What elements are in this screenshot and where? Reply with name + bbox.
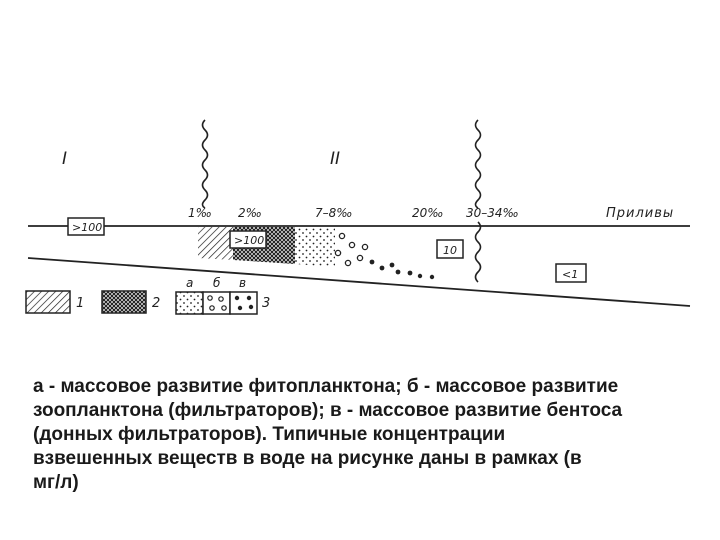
legend-letter-v: в [239, 276, 247, 290]
boundary-line-middle [476, 120, 481, 208]
legend-letter-a: а [186, 276, 194, 290]
salinity-label-2: 2‰ [238, 206, 262, 220]
open-circle [339, 233, 344, 238]
open-circle [362, 244, 367, 249]
open-circles-group [335, 233, 367, 265]
legend-number-3: 3 [262, 296, 271, 311]
filled-dot [396, 270, 401, 275]
filled-dot [418, 274, 422, 278]
salinity-label-4: 20‰ [412, 206, 444, 220]
open-circle [335, 250, 340, 255]
filled-dots-group [370, 260, 435, 280]
legend-letter-b: б [213, 276, 221, 290]
zone-phytoplankton-hatch [198, 227, 233, 260]
filled-dot [408, 271, 413, 276]
salinity-label-3: 7–8‰ [315, 206, 353, 220]
filled-dot [430, 275, 434, 279]
value-box-3-text: 10 [443, 244, 457, 257]
boundary-line-left [203, 120, 208, 208]
caption-line-5: мг/л) [33, 472, 79, 493]
zone-small-dots [295, 227, 335, 267]
legend-swatch-1 [26, 291, 70, 313]
legend-number-1: 1 [76, 296, 85, 311]
filled-dot [370, 260, 375, 265]
legend-swatch-3b [203, 292, 230, 314]
legend-number-2: 2 [152, 296, 161, 311]
filled-dot [380, 266, 385, 271]
salinity-label-5: 30–34‰ [466, 206, 519, 220]
open-circle [345, 260, 350, 265]
tide-label: Приливы [606, 206, 675, 221]
legend-swatch-3c [230, 292, 257, 314]
caption-line-1: а - массовое развитие фитопланктона; б - массовое развитие [33, 376, 619, 397]
filled-dot [390, 263, 395, 268]
value-box-1-text: >100 [72, 221, 103, 234]
zone-label-2: II [330, 149, 341, 169]
salinity-label-1: 1‰ [188, 206, 212, 220]
caption-line-3: (донных фильтраторов). Типичные концентрации [33, 424, 506, 445]
legend-swatch-3a [176, 292, 203, 314]
value-box-4-text: <1 [562, 268, 579, 281]
figure-caption [33, 375, 703, 495]
boundary-line-right-lower [476, 222, 481, 282]
legend-swatch-2 [102, 291, 146, 313]
open-circle [357, 255, 362, 260]
value-box-2-text: >100 [234, 234, 265, 247]
zone-label-1: I [62, 149, 68, 169]
open-circle [349, 242, 354, 247]
caption-line-2: зоопланктона (фильтраторов); в - массовое развитие бентоса [33, 400, 623, 421]
caption-line-4: взвешенных веществ в воде на рисунке даны в рамках (в [33, 448, 582, 469]
